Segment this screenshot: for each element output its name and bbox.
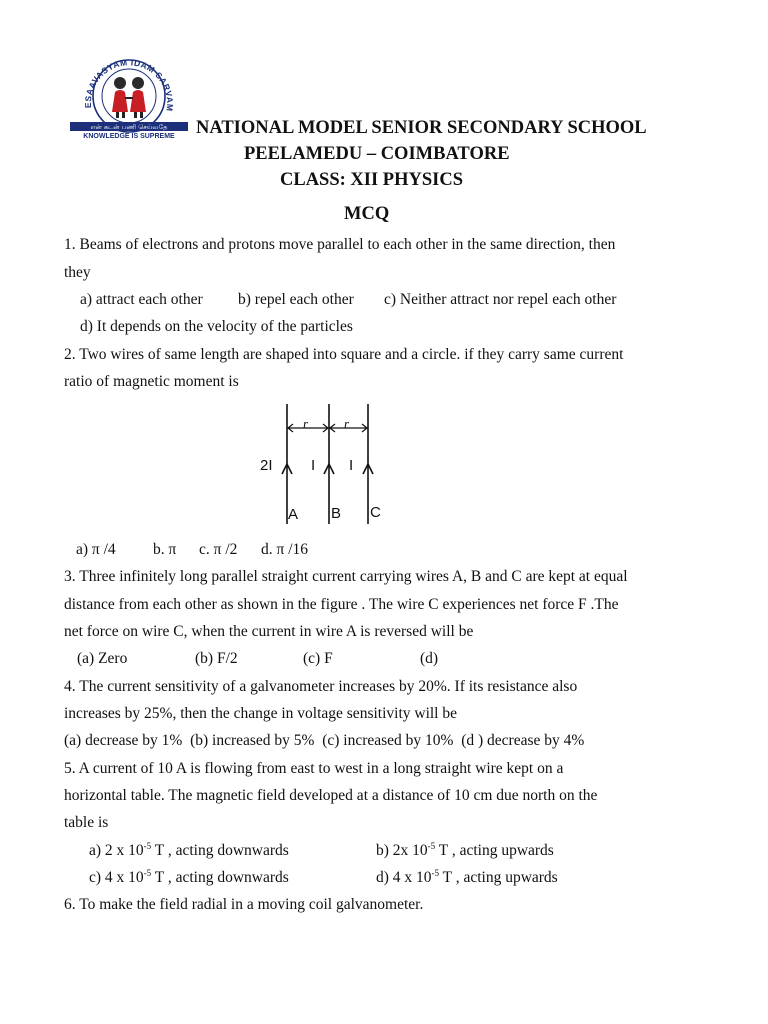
q5-line1: 5. A current of 10 A is flowing from east to west in a long straight wire kept on a	[64, 760, 564, 777]
q3-option-a: (a) Zero	[77, 650, 128, 667]
q4-line1: 4. The current sensitivity of a galvanometer increases by 20%. If its resistance also	[64, 678, 578, 695]
q3-line1: 3. Three infinitely long parallel straight current carrying wires A, B and C are kept at equal	[64, 568, 628, 585]
svg-text:ESAAVASYAM IDAM SARVAM	[83, 57, 175, 112]
q2-option-a: a) π /4	[76, 541, 116, 558]
school-logo	[70, 50, 188, 140]
children-icon	[112, 77, 146, 118]
current-label-c: I	[349, 457, 354, 474]
school-name: NATIONAL MODEL SENIOR SECONDARY SCHOOL	[196, 118, 647, 138]
q1-option-a: a) attract each other	[80, 291, 203, 308]
q6-line1: 6. To make the field radial in a moving coil galvanometer.	[64, 896, 424, 913]
q5-option-a: a) 2 x $10^{-5}$ T , acting downwards	[89, 840, 289, 859]
q1-option-c: c) Neither attract nor repel each other	[384, 291, 617, 308]
q2-option-b: b. π	[153, 541, 177, 558]
q2-line2: ratio of magnetic moment is	[64, 373, 239, 390]
wire-label-c: C	[370, 504, 381, 521]
q5-line2: horizontal table. The magnetic field developed at a distance of 10 cm due north on the	[64, 787, 598, 804]
q5-option-c: c) 4 x $10^{-5}$ T , acting downwards	[89, 867, 289, 886]
q3-line2: distance from each other as shown in the figure . The wire C experiences net force F .The	[64, 596, 619, 613]
q2-line1: 2. Two wires of same length are shaped into square and a circle. if they carry same current	[64, 346, 624, 363]
q4-line2: increases by 25%, then the change in voltage sensitivity will be	[64, 705, 457, 722]
class-title: CLASS: XII PHYSICS	[280, 170, 463, 190]
logo-tamil-text: என் கடன் பணி செய்வதே	[90, 123, 168, 131]
q5-line3: table is	[64, 814, 109, 831]
q2-option-c: c. π /2	[199, 541, 238, 558]
current-label-a: 2I	[260, 457, 273, 474]
wire-label-a: A	[288, 506, 299, 523]
q1-line2: they	[64, 264, 91, 281]
q5-option-b: b) 2x $10^{-5}$ T , acting upwards	[376, 840, 554, 859]
q3-option-b: (b) F/2	[195, 650, 238, 667]
q3-line3: net force on wire C, when the current in wire A is reversed will be	[64, 623, 474, 640]
q1-option-d: d) It depends on the velocity of the particles	[80, 318, 353, 335]
spacing-label-right: r	[344, 416, 350, 431]
q4-options: (a) decrease by 1% (b) increased by 5% (c) increased by 10% (d ) decrease by 4%	[64, 732, 585, 749]
q1-option-b: b) repel each other	[238, 291, 354, 308]
q3-option-c: (c) F	[303, 650, 333, 667]
q5-option-d: d) 4 x $10^{-5}$ T , acting upwards	[376, 867, 558, 886]
spacing-label-left: r	[303, 416, 309, 431]
q1-line1: 1. Beams of electrons and protons move parallel to each other in the same direction, then	[64, 236, 616, 253]
section-title: MCQ	[344, 204, 390, 224]
q2-option-d: d. π /16	[261, 541, 309, 558]
logo-motto: KNOWLEDGE IS SUPREME	[83, 133, 175, 140]
wire-label-b: B	[331, 505, 342, 522]
logo-arc-text: ESAAVASYAM IDAM SARVAM	[82, 57, 176, 113]
current-label-b: I	[311, 457, 316, 474]
q3-option-d: (d)	[420, 650, 439, 667]
wires-figure	[255, 400, 395, 528]
school-location: PEELAMEDU – COIMBATORE	[244, 144, 510, 164]
